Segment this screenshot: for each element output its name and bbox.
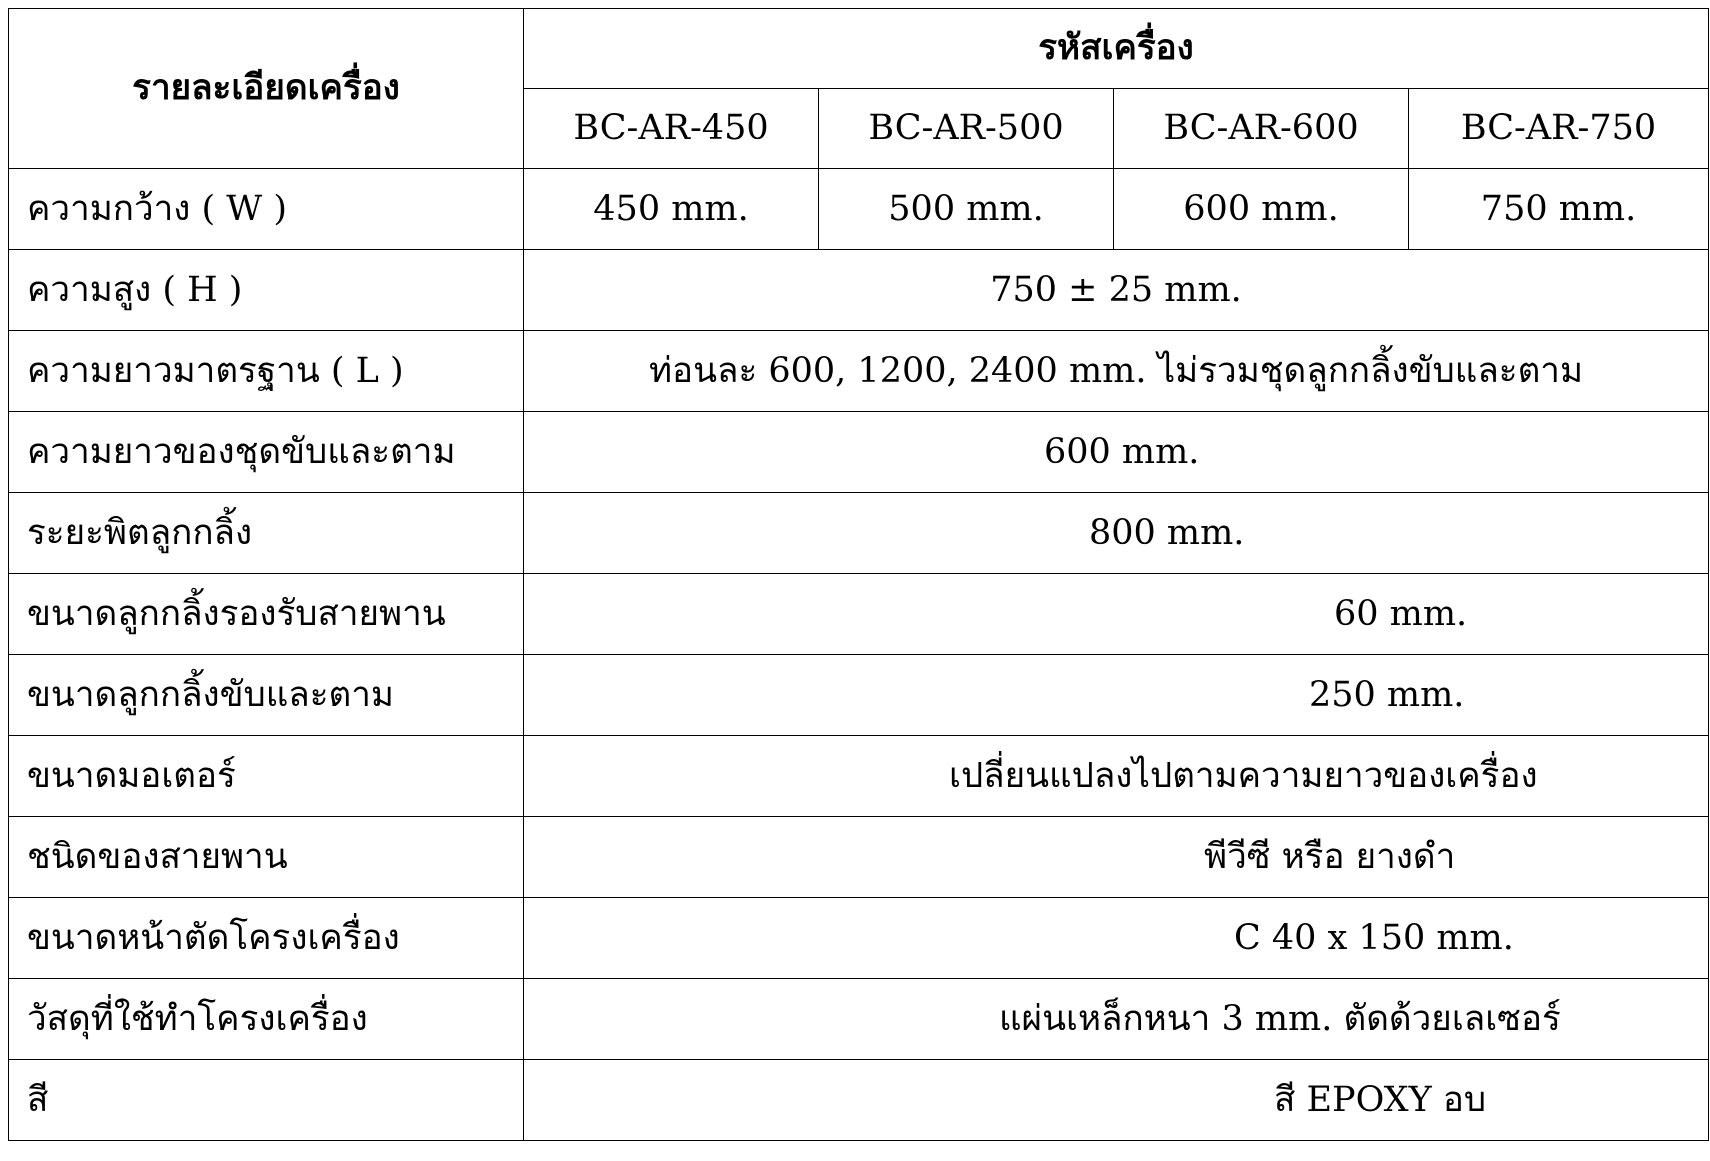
- row-label-width: ความกว้าง ( W ): [9, 169, 524, 250]
- model-bc-ar-500: BC-AR-500: [819, 89, 1114, 169]
- width-value-500: 500 mm.: [819, 169, 1114, 250]
- row-label-height: ความสูง ( H ): [9, 250, 524, 331]
- table-row: [9, 979, 1709, 1060]
- motor-size-value: เปลี่ยนแปลงไปตามความยาวของเครื่อง: [524, 736, 1709, 817]
- row-label-frame-material: วัสดุที่ใช้ทำโครงเครื่อง: [9, 979, 524, 1060]
- table-row: [9, 331, 1709, 412]
- table-row: [9, 412, 1709, 493]
- width-value-600: 600 mm.: [1114, 169, 1409, 250]
- table-row: [9, 250, 1709, 331]
- model-bc-ar-600: BC-AR-600: [1114, 89, 1409, 169]
- support-roller-size-value: 60 mm.: [524, 574, 1709, 655]
- model-bc-ar-450: BC-AR-450: [524, 89, 819, 169]
- row-label-belt-type: ชนิดของสายพาน: [9, 817, 524, 898]
- row-label-motor-size: ขนาดมอเตอร์: [9, 736, 524, 817]
- row-label-standard-length: ความยาวมาตรฐาน ( L ): [9, 331, 524, 412]
- table-row: [9, 493, 1709, 574]
- table-row: [9, 574, 1709, 655]
- table-row: [9, 655, 1709, 736]
- row-label-color: สี: [9, 1060, 524, 1141]
- row-label-support-roller-size: ขนาดลูกกลิ้งรองรับสายพาน: [9, 574, 524, 655]
- spec-table: [8, 8, 1709, 1141]
- detail-header: รายละเอียดเครื่อง: [9, 9, 524, 169]
- roller-pitch-value: 800 mm.: [524, 493, 1709, 574]
- drive-roller-size-value: 250 mm.: [524, 655, 1709, 736]
- frame-material-value: แผ่นเหล็กหนา 3 mm. ตัดด้วยเลเซอร์: [524, 979, 1709, 1060]
- width-value-450: 450 mm.: [524, 169, 819, 250]
- height-value: 750 ± 25 mm.: [524, 250, 1709, 331]
- table-row: [9, 817, 1709, 898]
- code-header: รหัสเครื่อง: [524, 9, 1709, 89]
- belt-type-value: พีวีซี หรือ ยางดำ: [524, 817, 1709, 898]
- model-bc-ar-750: BC-AR-750: [1409, 89, 1709, 169]
- table-row: [9, 169, 1709, 250]
- row-label-drive-roller-size: ขนาดลูกกลิ้งขับและตาม: [9, 655, 524, 736]
- table-row: [9, 898, 1709, 979]
- table-row: [9, 1060, 1709, 1141]
- standard-length-value: ท่อนละ 600, 1200, 2400 mm. ไม่รวมชุดลูกกลิ้งขับและตาม: [524, 331, 1709, 412]
- table-row: [9, 736, 1709, 817]
- row-label-roller-pitch: ระยะพิตลูกกลิ้ง: [9, 493, 524, 574]
- width-value-750: 750 mm.: [1409, 169, 1709, 250]
- color-value: สี EPOXY อบ: [524, 1060, 1709, 1141]
- row-label-drive-set-length: ความยาวของชุดขับและตาม: [9, 412, 524, 493]
- row-label-frame-section: ขนาดหน้าตัดโครงเครื่อง: [9, 898, 524, 979]
- frame-section-value: C 40 x 150 mm.: [524, 898, 1709, 979]
- drive-set-length-value: 600 mm.: [524, 412, 1709, 493]
